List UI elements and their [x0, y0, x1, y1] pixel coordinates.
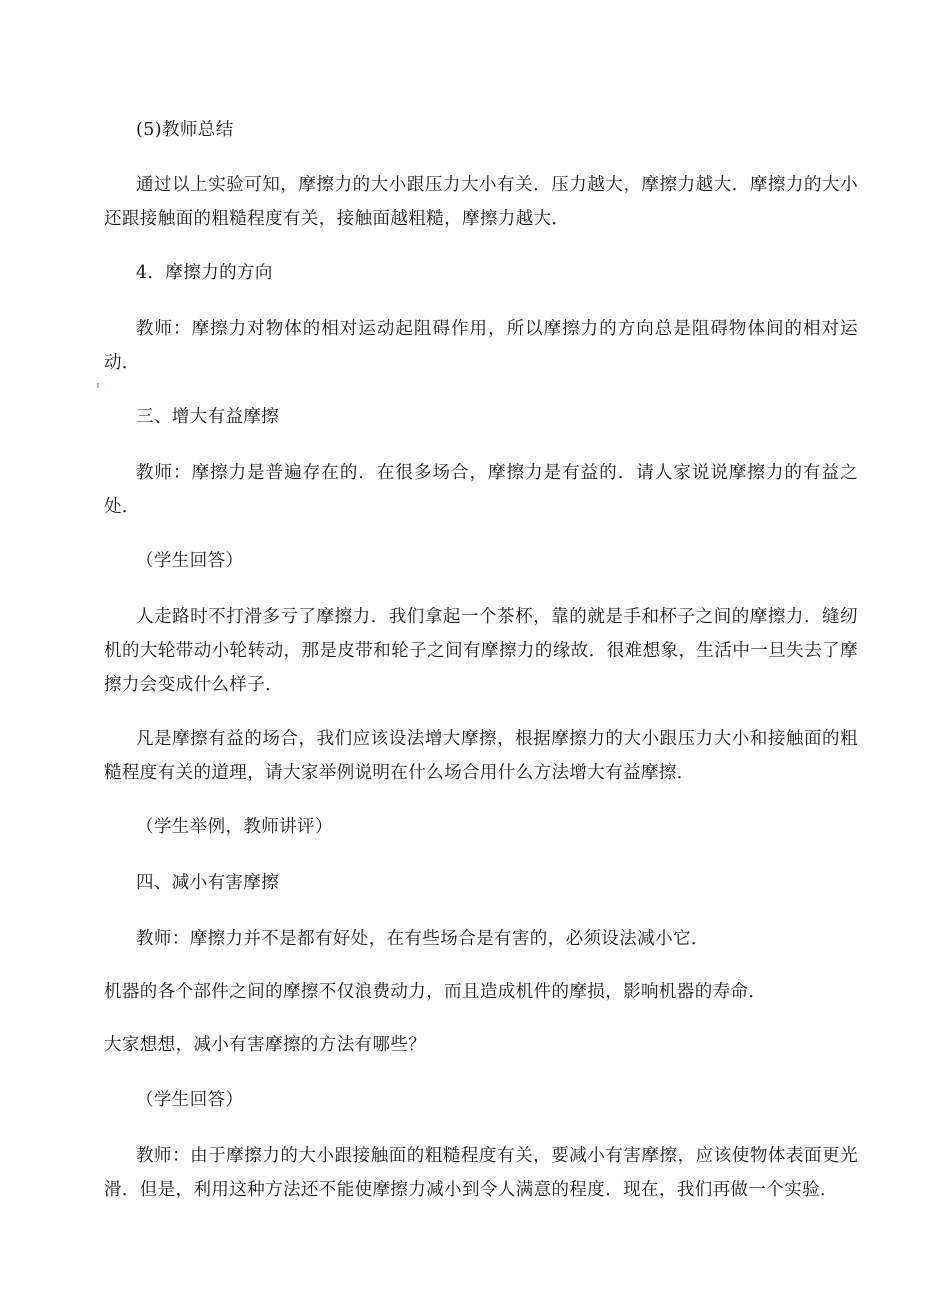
paragraph-friction-direction: 教师：摩擦力对物体的相对运动起阻碍作用，所以摩擦力的方向总是阻碍物体间的相对运动．	[104, 319, 858, 373]
student-example-note: （学生举例，教师讲评）	[136, 817, 333, 837]
paragraph-question: 大家想想，减小有害摩擦的方法有哪些？	[104, 1035, 427, 1055]
paragraph-increase-methods: 凡是摩擦有益的场合，我们应该设法增大摩擦，根据摩擦力的大小跟压力大小和接触面的粗糙程度有关的道理，请大家举例说明在什么场合用什么方法增大有益摩擦．	[104, 729, 858, 783]
paragraph-friction-beneficial: 教师：摩擦力是普遍存在的．在很多场合，摩擦力是有益的．请人家说说摩擦力的有益之处．	[104, 463, 858, 517]
section-heading-teacher-summary: (5)教师总结	[136, 120, 234, 140]
section-heading-reduce-friction: 四、减小有害摩擦	[136, 873, 280, 893]
student-answer-note-2: （学生回答）	[136, 1090, 244, 1110]
paragraph-summary: 通过以上实验可知，摩擦力的大小跟压力大小有关．压力越大，摩擦力越大．摩擦力的大小还跟接触面的粗糙程度有关，接触面越粗糙，摩擦力越大．	[104, 175, 858, 229]
paragraph-machine-wear: 机器的各个部件之间的摩擦不仅浪费动力，而且造成机件的摩损，影响机器的寿命．	[104, 982, 767, 1002]
paragraph-reduce-methods: 教师：由于摩擦力的大小跟接触面的粗糙程度有关，要减小有害摩擦，应该使物体表面更光滑．但是，利用这种方法还不能使摩擦力减小到令人满意的程度．现在，我们再做一个实验．	[104, 1146, 858, 1200]
section-heading-friction-direction: 4．摩擦力的方向	[136, 263, 273, 283]
scan-speck	[97, 383, 99, 388]
section-heading-increase-friction: 三、增大有益摩擦	[136, 407, 280, 427]
paragraph-friction-examples: 人走路时不打滑多亏了摩擦力．我们拿起一个茶杯，靠的就是手和杯子之间的摩擦力．缝纫机的大轮带动小轮转动，那是皮带和轮子之间有摩擦力的缘故．很难想象，生活中一旦失去了摩擦力会变成什么样子．	[104, 607, 858, 695]
student-answer-note: （学生回答）	[136, 551, 244, 571]
paragraph-harmful-friction: 教师：摩擦力并不是都有好处，在有些场合是有害的，必须设法减小它．	[136, 929, 709, 949]
